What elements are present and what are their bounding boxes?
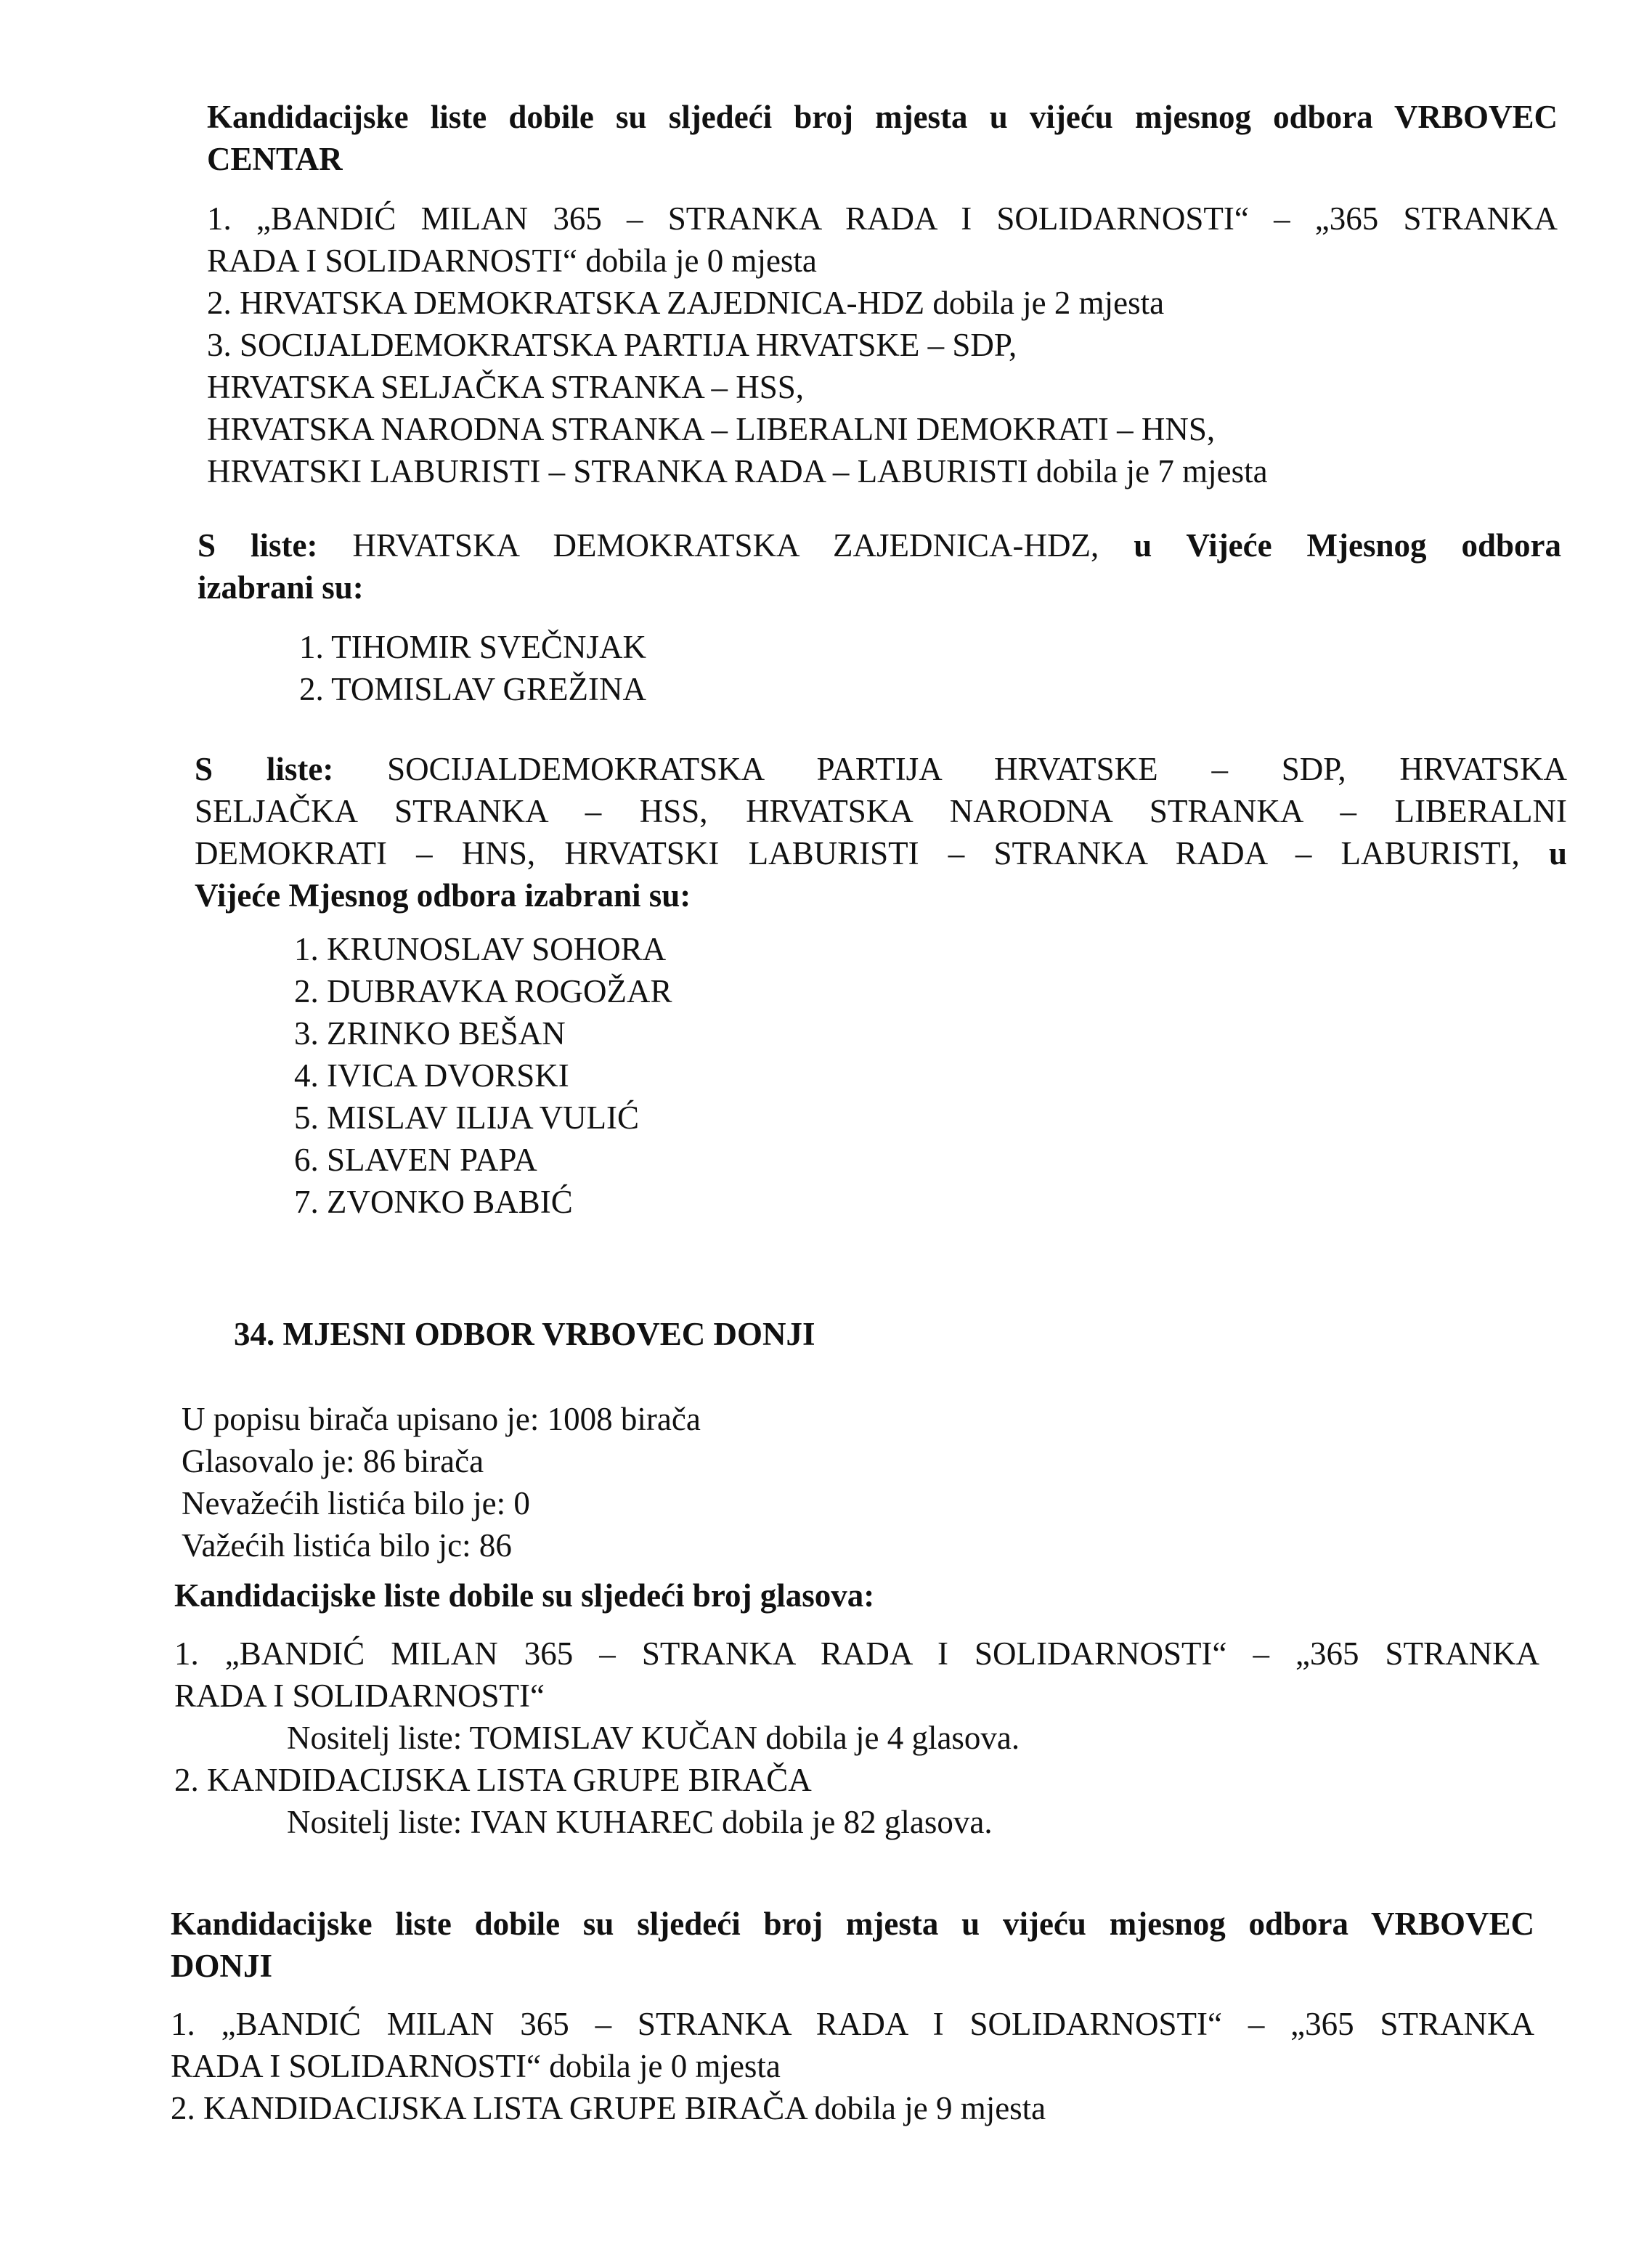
donji-stat-registered: U popisu birača upisano je: 1008 birača	[182, 1401, 701, 1437]
elected-name: 4. IVICA DVORSKI	[294, 1057, 569, 1094]
hdz-elected-section	[198, 524, 1561, 609]
centar-seats-item3-line1: 3. SOCIJALDEMOKRATSKA PARTIJA HRVATSKE – SDP,	[207, 327, 1017, 363]
donji-seats-section	[171, 1903, 1534, 2129]
donji-seats-item1-line2: RADA I SOLIDARNOSTI“ dobila je 0 mjesta	[171, 2048, 781, 2084]
donji-votes-item1-line2: RADA I SOLIDARNOSTI“	[174, 1678, 545, 1714]
donji-stat-invalid: Nevažećih listića bilo je: 0	[182, 1485, 530, 1521]
donji-section-title: 34. MJESNI ODBOR VRBOVEC DONJI	[234, 1316, 815, 1352]
centar-seats-item2: 2. HRVATSKA DEMOKRATSKA ZAJEDNICA-HDZ dobila je 2 mjesta	[207, 285, 1165, 321]
sdp-elected-line4: Vijeće Mjesnog odbora izabrani su:	[195, 877, 691, 914]
centar-seats-item1-line2: RADA I SOLIDARNOSTI“ dobila je 0 mjesta	[207, 243, 817, 279]
sdp-elected-line3-text: DEMOKRATI – HNS, HRVATSKI LABURISTI – STRANKA RADA – LABURISTI,	[195, 835, 1520, 871]
centar-seats-item3-line2: HRVATSKA SELJAČKA STRANKA – HSS,	[207, 369, 805, 405]
hdz-elected-prefix: S liste:	[198, 527, 318, 564]
hdz-elected-list-name: HRVATSKA DEMOKRATSKA ZAJEDNICA-HDZ,	[352, 527, 1099, 564]
donji-votes-heading: Kandidacijske liste dobile su sljedeći broj glasova:	[174, 1577, 875, 1614]
elected-name: 7. ZVONKO BABIĆ	[294, 1184, 573, 1220]
centar-seats-item1-line1: 1. „BANDIĆ MILAN 365 – STRANKA RADA I SOLIDARNOSTI“ – „365 STRANKA	[207, 200, 1558, 237]
elected-name: 2. DUBRAVKA ROGOŽAR	[294, 973, 672, 1009]
hdz-elected-line1	[198, 524, 1561, 566]
donji-stats	[182, 1398, 701, 1566]
elected-name: 1. TIHOMIR SVEČNJAK	[299, 629, 646, 665]
sdp-elected-names	[294, 928, 672, 1223]
donji-seats-heading-line1: Kandidacijske liste dobile su sljedeći broj mjesta u vijeću mjesnog odbora VRBOVEC	[171, 1906, 1534, 1942]
centar-seats-item3-line3: HRVATSKA NARODNA STRANKA – LIBERALNI DEMOKRATI – HNS,	[207, 411, 1216, 447]
donji-seats-item2: 2. KANDIDACIJSKA LISTA GRUPE BIRAČA dobila je 9 mjesta	[171, 2090, 1046, 2126]
sdp-elected-line3-suffix: u	[1548, 835, 1568, 871]
hdz-elected-names	[299, 626, 646, 710]
centar-seats-section	[207, 96, 1558, 492]
donji-seats-item1-line1: 1. „BANDIĆ MILAN 365 – STRANKA RADA I SOLIDARNOSTI“ – „365 STRANKA	[171, 2006, 1534, 2042]
sdp-elected-line3	[195, 832, 1567, 874]
elected-name: 3. ZRINKO BEŠAN	[294, 1015, 566, 1052]
sdp-elected-line2: SELJAČKA STRANKA – HSS, HRVATSKA NARODNA STRANKA – LIBERALNI	[195, 793, 1567, 829]
hdz-elected-line2: izabrani su:	[198, 569, 364, 606]
donji-votes-item2-holder: Nositelj liste: IVAN KUHAREC dobila je 82 glasova.	[287, 1804, 993, 1840]
centar-seats-item3-line4: HRVATSKI LABURISTI – STRANKA RADA – LABURISTI dobila je 7 mjesta	[207, 453, 1268, 489]
sdp-elected-line1-text: SOCIJALDEMOKRATSKA PARTIJA HRVATSKE – SDP, HRVATSKA	[387, 751, 1568, 787]
donji-votes-section	[174, 1574, 1539, 1843]
donji-votes-item1-holder: Nositelj liste: TOMISLAV KUČAN dobila je 4 glasova.	[287, 1720, 1020, 1756]
sdp-elected-section	[195, 748, 1567, 916]
hdz-elected-suffix: u Vijeće Mjesnog odbora	[1134, 527, 1562, 564]
elected-name: 6. SLAVEN PAPA	[294, 1142, 537, 1178]
sdp-elected-line1	[195, 748, 1567, 790]
donji-seats-heading-line2: DONJI	[171, 1948, 273, 1984]
donji-votes-item2: 2. KANDIDACIJSKA LISTA GRUPE BIRAČA	[174, 1762, 812, 1798]
donji-stat-valid: Važećih listića bilo jc: 86	[182, 1527, 512, 1564]
elected-name: 5. MISLAV ILIJA VULIĆ	[294, 1099, 640, 1136]
sdp-elected-prefix: S liste:	[195, 751, 334, 787]
centar-seats-heading-line1: Kandidacijske liste dobile su sljedeći broj mjesta u vijeću mjesnog odbora VRBOVEC	[207, 99, 1558, 135]
donji-stat-voted: Glasovalo je: 86 birača	[182, 1443, 484, 1479]
elected-name: 2. TOMISLAV GREŽINA	[299, 671, 646, 707]
centar-seats-heading-line2: CENTAR	[207, 141, 343, 177]
donji-votes-item1-line1: 1. „BANDIĆ MILAN 365 – STRANKA RADA I SOLIDARNOSTI“ – „365 STRANKA	[174, 1635, 1539, 1672]
elected-name: 1. KRUNOSLAV SOHORA	[294, 931, 667, 967]
